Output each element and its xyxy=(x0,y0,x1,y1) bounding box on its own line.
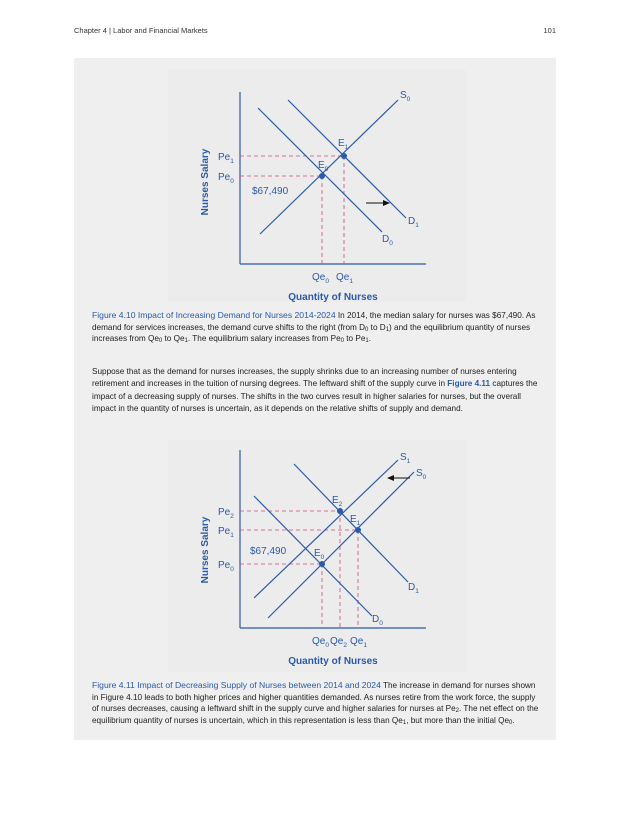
figure-4-10-graph xyxy=(168,70,466,302)
tick-qe1: $Qe_1$ xyxy=(350,636,367,649)
tick-qe1: $Qe_1$ xyxy=(336,272,353,285)
label-s1: $S_1$ xyxy=(400,452,411,465)
supply-curve-s1 xyxy=(254,460,398,598)
label-e1: $E_1$ xyxy=(338,138,349,151)
page-number: 101 xyxy=(543,26,556,35)
label-s0: $S_0$ xyxy=(416,468,427,481)
label-e0: $E_0$ xyxy=(314,548,325,561)
content-panel xyxy=(74,58,556,740)
label-e1: $E_1$ xyxy=(350,514,361,527)
tick-pe1: $Pe_1$ xyxy=(218,152,234,165)
tick-qe0: $Qe_0$ xyxy=(312,272,329,285)
figure-4-11-graph xyxy=(168,440,466,672)
x-axis-title: Quantity of Nurses xyxy=(288,292,378,302)
figure-4-10 xyxy=(168,70,466,302)
label-d0: $D_0$ xyxy=(382,234,393,247)
figure-4-11 xyxy=(168,440,466,672)
figure-4-10-title: Figure 4.10 Impact of Increasing Demand for Nurses 2014-2024 xyxy=(92,310,336,320)
label-s0: $S_0$ xyxy=(400,90,411,103)
point-e0 xyxy=(319,561,325,567)
tick-pe2: $Pe_2$ xyxy=(218,507,234,520)
tick-pe0: $Pe_0$ xyxy=(218,172,234,185)
label-e0: $E_0$ xyxy=(318,160,329,173)
supply-curve-s0 xyxy=(268,472,414,618)
label-d0: $D_0$ xyxy=(372,614,383,627)
point-e1 xyxy=(341,153,347,159)
price-label: $67,490 xyxy=(252,186,289,197)
point-e2 xyxy=(337,508,343,514)
point-e0 xyxy=(319,173,325,179)
tick-pe1: $Pe_1$ xyxy=(218,526,234,539)
label-d1: $D_1$ xyxy=(408,216,419,229)
x-axis-title: Quantity of Nurses xyxy=(288,656,378,667)
shift-arrow-head xyxy=(387,475,394,481)
figure-4-11-caption: Figure 4.11 Impact of Decreasing Supply of Nurses between 2014 and 2024 The increase in demand for nurses shown in Figure 4.10 leads to both higher prices and higher quantities demanded. As nurses retire from the work force, the supply of nurses decreases, causing a leftward shift in the supply curve and higher salaries for nurses at $Pe_2$. The net effect on the equilibrium quantity of nurses is uncertain, which in this representation is less than $Qe_1$, but more than the initial $Qe_0$. xyxy=(92,680,539,726)
label-d1: $D_1$ xyxy=(408,582,419,595)
supply-curve-s0 xyxy=(260,100,398,234)
figure-4-10-caption: Figure 4.10 Impact of Increasing Demand for Nurses 2014-2024 In 2014, the median salary for nurses was $67,490. As demand for services increases, the demand curve shifts to the right (from $D_0$ to $D_1$) and the equilibrium quantity of nurses increases from $Qe_0$ to $Qe_1$. The equilibrium salary increases from $Pe_0$ to $Pe_1$. xyxy=(92,310,536,345)
demand-curve-d1 xyxy=(288,100,406,218)
figure-4-11-link[interactable]: Figure 4.11 xyxy=(447,379,491,389)
chapter-title: Chapter 4 | Labor and Financial Markets xyxy=(74,26,208,35)
body-paragraph: Suppose that as the demand for nurses increases, the supply shrinks due to an increasing number of nurses entering retirement and increases in the tuition of nursing degrees. The leftward shift of the supply curve in Figure 4.11 captures the impact of a decreasing supply of nurses. The shifts in the two curves result in higher salaries for nurses, but the overall impact in the quantity of nurses is uncertain, as it depends on the relative shifts of supply and demand. xyxy=(92,367,538,414)
point-e1 xyxy=(355,527,361,533)
tick-pe0: $Pe_0$ xyxy=(218,560,234,573)
price-label: $67,490 xyxy=(250,546,287,557)
figure-4-11-title: Figure 4.11 Impact of Decreasing Supply of Nurses between 2014 and 2024 xyxy=(92,680,381,690)
page-header xyxy=(74,26,556,38)
tick-qe2: $Qe_2$ xyxy=(330,636,347,649)
y-axis-title: Nurses Salary xyxy=(200,148,211,216)
tick-qe0: $Qe_0$ xyxy=(312,636,329,649)
y-axis-title: Nurses Salary xyxy=(200,516,211,584)
label-e2: $E_2$ xyxy=(332,495,343,508)
